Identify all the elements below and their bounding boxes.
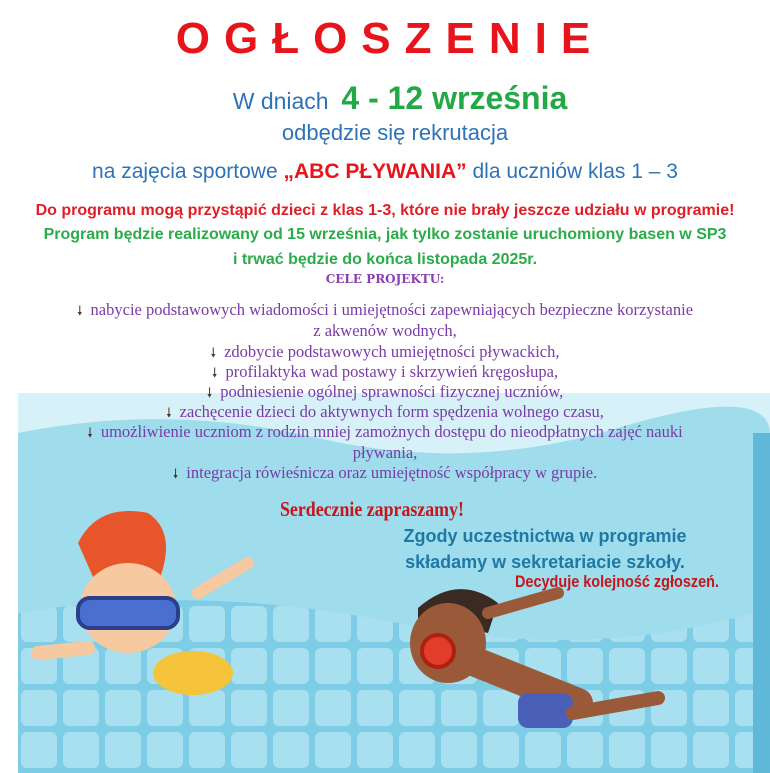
down-arrow-icon: 🠗 bbox=[87, 425, 93, 440]
recruitment-dates bbox=[0, 80, 770, 117]
order-note: Decyduje kolejność zgłoszeń. bbox=[515, 572, 719, 591]
down-arrow-icon: 🠗 bbox=[172, 466, 179, 481]
eligibility-note: Do programu mogą przystąpić dzieci z klas 1-3, które nie brały jeszcze udziału w programie! bbox=[35, 202, 735, 219]
goal-text: integracja rówieśnicza oraz umiejętność współpracy w grupie. bbox=[186, 463, 598, 482]
page-title: OGŁOSZENIE bbox=[175, 14, 605, 63]
consent-line-2: składamy w sekretariacie szkoły. bbox=[405, 552, 685, 572]
consent-line-1: Zgody uczestnictwa w programie bbox=[403, 526, 687, 546]
down-arrow-icon: 🠗 bbox=[166, 405, 172, 420]
program-line bbox=[0, 160, 770, 184]
program-name: „ABC PŁYWANIA” bbox=[283, 160, 467, 183]
goal-item-continued: pływania, bbox=[352, 443, 418, 462]
consent-info bbox=[395, 523, 695, 575]
down-arrow-icon: 🠗 bbox=[211, 365, 218, 380]
schedule-line-2: i trwać będzie do końca listopada 2025r. bbox=[232, 251, 538, 268]
program-prefix: na zajęcia sportowe bbox=[92, 160, 278, 183]
dates: 4 - 12 września bbox=[341, 80, 568, 116]
goal-text: zachęcenie dzieci do aktywnych form spędzenia wolnego czasu, bbox=[179, 402, 604, 421]
goal-text: umożliwienie uczniom z rodzin mniej zamożnych dostępu do nieodpłatnych zajęć nauki bbox=[100, 422, 683, 441]
down-arrow-icon: 🠗 bbox=[210, 345, 217, 360]
program-suffix: dla uczniów klas 1 – 3 bbox=[472, 160, 678, 183]
goal-text: podniesienie ogólnej sprawności fizycznej uczniów, bbox=[220, 382, 564, 401]
down-arrow-icon: 🠗 bbox=[206, 385, 213, 400]
goal-item-continued: z akwenów wodnych, bbox=[313, 321, 457, 340]
down-arrow-icon: 🠗 bbox=[76, 303, 83, 318]
dates-prefix: W dniach bbox=[232, 88, 329, 114]
recruitment-line: odbędzie się rekrutacja bbox=[281, 120, 509, 145]
goal-text: nabycie podstawowych wiadomości i umiejętności zapewniających bezpieczne korzystanie bbox=[90, 300, 694, 319]
goals-heading: CELE PROJEKTU: bbox=[325, 272, 445, 286]
schedule-line-1: Program będzie realizowany od 15 września, jak tylko zostanie uruchomiony basen w SP3 bbox=[43, 226, 727, 243]
goal-text: zdobycie podstawowych umiejętności pływackich, bbox=[224, 342, 560, 361]
goal-item bbox=[0, 463, 770, 487]
goal-text: profilaktyka wad postawy i skrzywień kręgosłupa, bbox=[225, 362, 559, 381]
invitation: Serdecznie zapraszamy! bbox=[280, 497, 464, 521]
